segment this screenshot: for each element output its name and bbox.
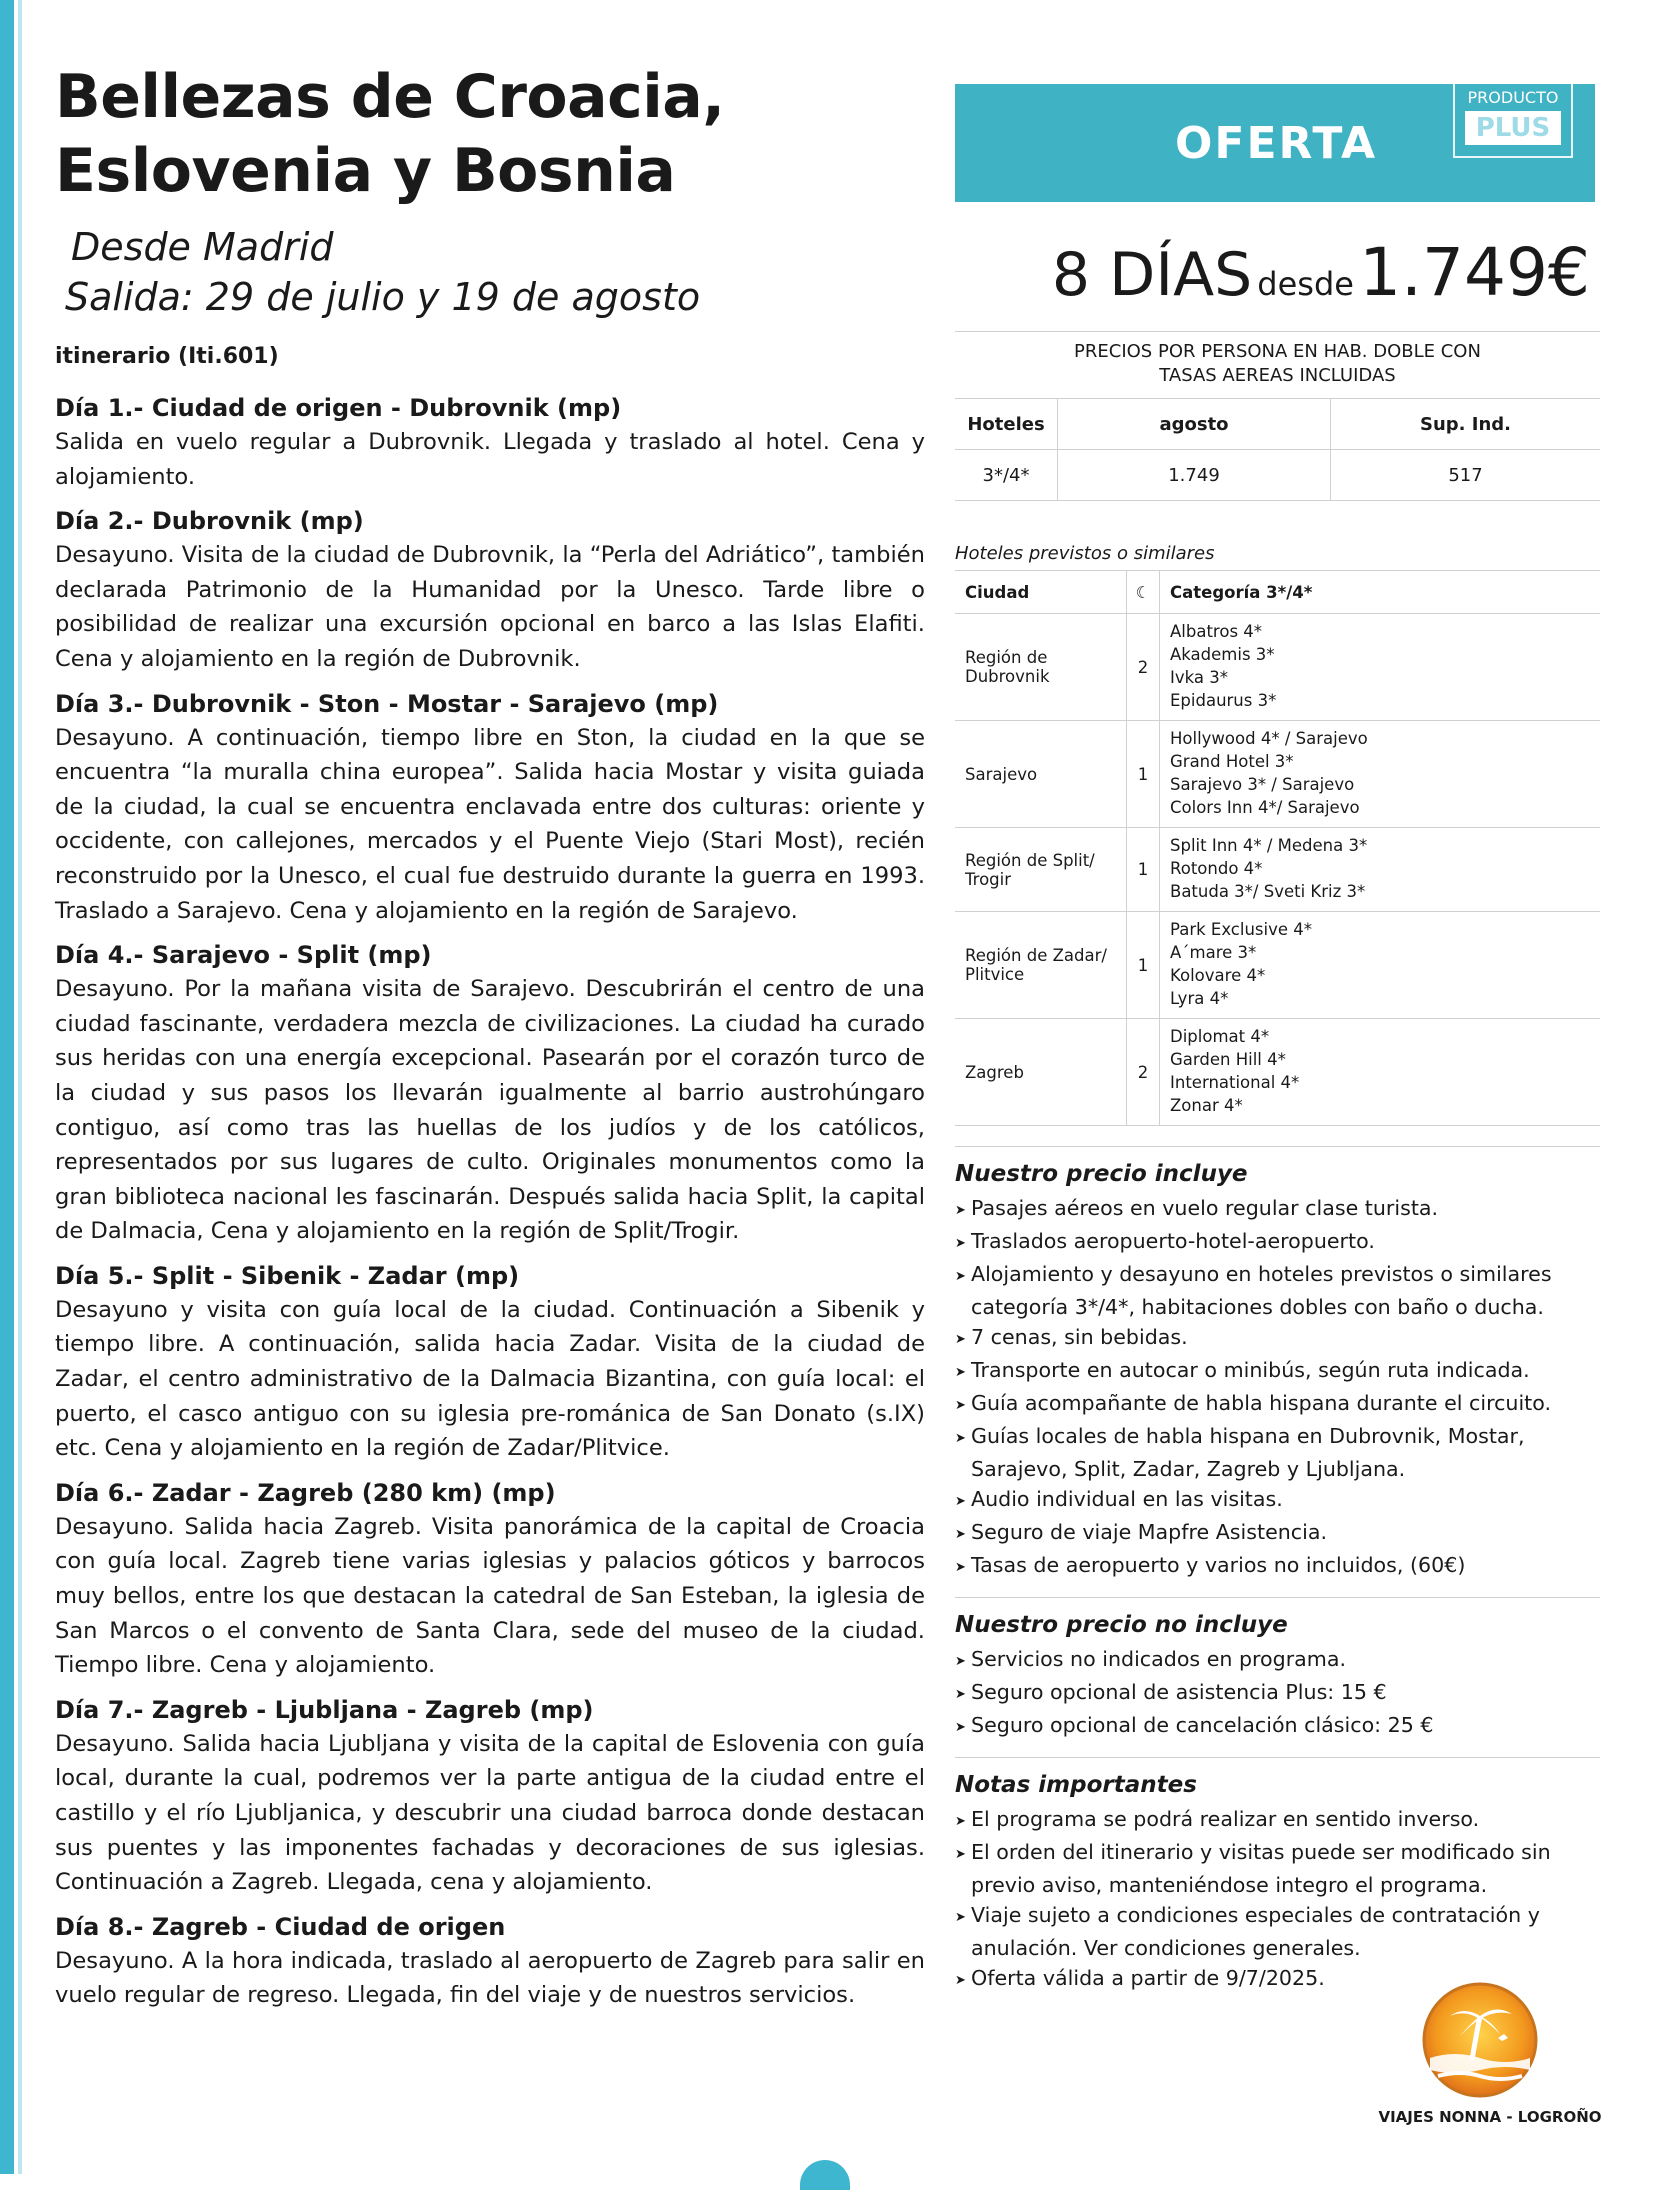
- day-3: [55, 687, 925, 929]
- offer-banner: [955, 84, 1595, 202]
- city-cell: Sarajevo: [955, 721, 1127, 828]
- day-title: Día 7.- Zagreb - Ljubljana - Zagreb (mp): [55, 1695, 594, 1724]
- day-7: [55, 1693, 925, 1900]
- price-table: [955, 398, 1600, 501]
- hotel-name: Hollywood 4* / Sarajevo: [1170, 729, 1368, 748]
- day-4: [55, 938, 925, 1249]
- day-text: Desayuno. Salida hacia Zagreb. Visita panorámica de la capital de Croacia con guía local. Zagreb tiene varias iglesias y palacios góticos y barrocos muy bellos, entre los que destacan la catedral de San Esteban, la iglesia de San Marcos o el convento de Santa Clara, sede del museo de la ciudad. Tiempo libre. Cena y alojamiento.: [55, 1513, 925, 1679]
- palm-tree-sunset-icon: [1420, 1980, 1540, 2100]
- table-cell: 3*/4*: [955, 450, 1058, 501]
- nights-cell: 1: [1127, 721, 1160, 828]
- day-title: Día 4.- Sarajevo - Split (mp): [55, 941, 432, 970]
- divider: [955, 331, 1600, 332]
- list-item: ➤ Traslados aeropuerto-hotel-aeropuerto.: [955, 1226, 1600, 1259]
- city-cell: Región de Dubrovnik: [955, 614, 1127, 721]
- hotel-name: International 4*: [1170, 1073, 1300, 1092]
- list-item: ➤ Viaje sujeto a condiciones especiales de contratación y anulación. Ver condiciones generales.: [955, 1900, 1595, 1963]
- day-title: Día 2.- Dubrovnik (mp): [55, 507, 364, 536]
- bullet-list: [955, 1644, 1600, 1743]
- list-item: ➤ Tasas de aeropuerto y varios no incluidos, (60€): [955, 1550, 1600, 1583]
- hotel-name: Ivka 3*: [1170, 668, 1228, 687]
- day-text: Desayuno. A continuación, tiempo libre en Ston, la ciudad en la que se encuentra “la muralla china europea”. Salida hacia Mostar y visita guiada de la ciudad, la cual se encuentra enclavada entre dos culturas: oriente y occidente, con callejones, mercados y el Puente Viejo (Stari Most), recién reconstruido por la Unesco, el cual fue destruido durante la guerra en 1993. Traslado a Sarajevo. Cena y alojamiento en la región de Sarajevo.: [55, 724, 925, 924]
- hotel-name: Zonar 4*: [1170, 1096, 1243, 1115]
- hotel-list: [1160, 912, 1601, 1019]
- hotel-list: [1160, 614, 1601, 721]
- day-text: Desayuno. Salida hacia Ljubljana y visita de la capital de Eslovenia con guía local, durante la cual, podremos ver la parte antigua de la ciudad entre el castillo y el río Ljubljanica, y descubrir una ciudad barroca donde destacan sus puentes y las imponentes fachadas y decoraciones de sus iglesias. Continuación a Zagreb. Llegada, cena y alojamiento.: [55, 1730, 925, 1896]
- hotel-name: Colors Inn 4*/ Sarajevo: [1170, 798, 1360, 817]
- divider: [955, 1597, 1600, 1598]
- hotel-name: Kolovare 4*: [1170, 966, 1266, 985]
- producto-plus-badge: [1453, 84, 1573, 158]
- hotel-name: Split Inn 4* / Medena 3*: [1170, 836, 1368, 855]
- hotel-name: Batuda 3*/ Sveti Kriz 3*: [1170, 882, 1366, 901]
- hotel-name: Sarajevo 3* / Sarajevo: [1170, 775, 1355, 794]
- badge-top-text: PRODUCTO: [1467, 88, 1559, 107]
- day-title: Día 6.- Zadar - Zagreb (280 km) (mp): [55, 1478, 556, 1507]
- bullet-list: [955, 1804, 1595, 1996]
- hotels-label: Hoteles previstos o similares: [955, 543, 1215, 564]
- hotel-name: A´mare 3*: [1170, 943, 1257, 962]
- agency-caption: VIAJES NONNA - LOGROÑO: [1378, 2108, 1602, 2126]
- price-note: [955, 340, 1600, 388]
- list-item: ➤ Pasajes aéreos en vuelo regular clase turista.: [955, 1193, 1600, 1226]
- offer-column: [955, 84, 1600, 1996]
- list-item: ➤ Seguro opcional de cancelación clásico: 25 €: [955, 1710, 1600, 1743]
- table-cell: 1.749: [1058, 450, 1331, 501]
- city-cell: Región de Zadar/ Plitvice: [955, 912, 1127, 1019]
- excludes-section: [955, 1612, 1600, 1743]
- nights-cell: 2: [1127, 614, 1160, 721]
- price-headline: [955, 234, 1600, 311]
- table-row: [955, 912, 1600, 1019]
- list-item: ➤ Oferta válida a partir de 9/7/2025.: [955, 1963, 1371, 1996]
- day-6: [55, 1476, 925, 1683]
- badge-plus-text: PLUS: [1465, 111, 1561, 145]
- day-text: Salida en vuelo regular a Dubrovnik. Llegada y traslado al hotel. Cena y alojamiento.: [55, 429, 925, 490]
- divider: [955, 1146, 1600, 1147]
- divider: [955, 1757, 1600, 1758]
- table-row: [955, 828, 1600, 912]
- header-cell: agosto: [1058, 399, 1331, 450]
- list-item: ➤ Seguro de viaje Mapfre Asistencia.: [955, 1517, 1600, 1550]
- includes-section: [955, 1161, 1600, 1583]
- price-table-header: [955, 399, 1600, 450]
- day-title: Día 5.- Split - Sibenik - Zadar (mp): [55, 1261, 520, 1290]
- city-cell: Región de Split/ Trogir: [955, 828, 1127, 912]
- city-cell: Zagreb: [955, 1019, 1127, 1126]
- nights-cell: 1: [1127, 828, 1160, 912]
- day-2: [55, 504, 925, 676]
- hotel-name: Grand Hotel 3*: [1170, 752, 1294, 771]
- hotel-list: [1160, 1019, 1601, 1126]
- day-title: Día 8.- Zagreb - Ciudad de origen: [55, 1912, 506, 1941]
- page-title: [55, 60, 925, 208]
- header-cell: Categoría 3*/4*: [1160, 571, 1601, 614]
- hotel-list: [1160, 721, 1601, 828]
- list-item: ➤ Guía acompañante de habla hispana durante el circuito.: [955, 1388, 1600, 1421]
- list-item: ➤ 7 cenas, sin bebidas.: [955, 1322, 1600, 1355]
- itinerary-code: itinerario (Iti.601): [55, 344, 279, 369]
- hotel-name: Epidaurus 3*: [1170, 691, 1277, 710]
- list-item: ➤ Audio individual en las visitas.: [955, 1484, 1600, 1517]
- day-text: Desayuno. A la hora indicada, traslado al aeropuerto de Zagreb para salir en vuelo regular de regreso. Llegada, fin del viaje y de nuestros servicios.: [55, 1947, 925, 2009]
- notes-section: [955, 1772, 1600, 1996]
- day-8: [55, 1910, 925, 2013]
- offer-label: OFERTA: [1175, 118, 1378, 169]
- moon-icon: ☾: [1127, 571, 1160, 614]
- nights-cell: 1: [1127, 912, 1160, 1019]
- section-title: Nuestro precio no incluye: [955, 1612, 1288, 1638]
- table-row: [955, 450, 1600, 501]
- departure-dates: Salida: 29 de julio y 19 de agosto: [65, 275, 701, 319]
- list-item: ➤ El orden del itinerario y visitas puede ser modificado sin previo aviso, manteniéndose integro el programa.: [955, 1837, 1595, 1900]
- hotels-table-header: [955, 571, 1600, 614]
- price-amount: 1.749€: [1359, 234, 1590, 311]
- header-cell: Ciudad: [955, 571, 1127, 614]
- table-cell: 517: [1331, 450, 1601, 501]
- list-item: ➤ Guías locales de habla hispana en Dubrovnik, Mostar, Sarajevo, Split, Zadar, Zagreb y Ljubljana.: [955, 1421, 1600, 1484]
- day-text: Desayuno. Por la mañana visita de Sarajevo. Descubrirán el centro de una ciudad fascinante, verdadera mezcla de civilizaciones. La ciudad ha curado sus heridas con una energía excepcional. Pasearán por el corazón turco de la ciudad y sus pasos los llevarán igualmente al barrio austrohúngaro contiguo, así como tras las huellas de los judíos y de los católicos, representados por sus lugares de culto. Originales monumentos como la gran biblioteca nacional les fascinarán. Después salida hacia Split, la capital de Dalmacia, Cena y alojamiento en la región de Split/Trogir.: [55, 976, 925, 1245]
- price-from-label: desde: [1257, 265, 1354, 303]
- table-row: [955, 721, 1600, 828]
- hotel-name: Garden Hill 4*: [1170, 1050, 1286, 1069]
- table-row: [955, 1019, 1600, 1126]
- table-row: [955, 614, 1600, 721]
- hotel-name: Albatros 4*: [1170, 622, 1263, 641]
- subtitle: Desde Madrid: [71, 225, 334, 269]
- page-edge-bar: [0, 0, 14, 2174]
- trip-duration: 8 DÍAS: [1051, 240, 1253, 310]
- hotel-name: Diplomat 4*: [1170, 1027, 1270, 1046]
- list-item: ➤ El programa se podrá realizar en sentido inverso.: [955, 1804, 1595, 1837]
- day-1: [55, 391, 925, 494]
- section-title: Nuestro precio incluye: [955, 1161, 1248, 1187]
- page-edge-bar-light: [18, 0, 22, 2174]
- nights-cell: 2: [1127, 1019, 1160, 1126]
- header-cell: Hoteles: [955, 399, 1058, 450]
- bullet-list: [955, 1193, 1600, 1583]
- title-line-1: Bellezas de Croacia,: [55, 62, 725, 132]
- list-item: ➤ Transporte en autocar o minibús, según ruta indicada.: [955, 1355, 1600, 1388]
- day-5: [55, 1259, 925, 1466]
- header-cell: Sup. Ind.: [1331, 399, 1601, 450]
- hotel-name: Park Exclusive 4*: [1170, 920, 1313, 939]
- day-title: Día 1.- Ciudad de origen - Dubrovnik (mp): [55, 394, 622, 422]
- price-note-line: PRECIOS POR PERSONA EN HAB. DOBLE CON: [1074, 341, 1481, 362]
- hotel-name: Lyra 4*: [1170, 989, 1229, 1008]
- price-note-line: TASAS AEREAS INCLUIDAS: [1159, 365, 1396, 386]
- day-text: Desayuno. Visita de la ciudad de Dubrovnik, la “Perla del Adriático”, también declarada Patrimonio de la Humanidad por la Unesco. Tarde libre o posibilidad de realizar una excursión opcional en barco a las Islas Elafiti. Cena y alojamiento en la región de Dubrovnik.: [55, 542, 925, 672]
- list-item: ➤ Seguro opcional de asistencia Plus: 15 €: [955, 1677, 1600, 1710]
- list-item: ➤ Servicios no indicados en programa.: [955, 1644, 1600, 1677]
- hotel-name: Rotondo 4*: [1170, 859, 1263, 878]
- title-line-2: Eslovenia y Bosnia: [55, 136, 676, 206]
- hotel-name: Akademis 3*: [1170, 645, 1275, 664]
- section-title: Notas importantes: [955, 1772, 1197, 1798]
- hotel-list: [1160, 828, 1601, 912]
- page-bottom-mark: [800, 2160, 850, 2190]
- itinerary-column: [55, 60, 925, 2013]
- list-item: ➤ Alojamiento y desayuno en hoteles previstos o similares categoría 3*/4*, habitaciones dobles con baño o ducha.: [955, 1259, 1600, 1322]
- day-text: Desayuno y visita con guía local de la ciudad. Continuación a Sibenik y tiempo libre. A continuación, salida hacia Zadar. Visita de la ciudad de Zadar, el centro administrativo de la Dalmacia Bizantina, con guía local: el puerto, el casco antiguo con su iglesia pre-románica de San Donato (s.IX) etc. Cena y alojamiento en la región de Zadar/Plitvice.: [55, 1296, 925, 1462]
- hotels-table: [955, 570, 1600, 1126]
- day-title: Día 3.- Dubrovnik - Ston - Mostar - Sarajevo (mp): [55, 689, 719, 718]
